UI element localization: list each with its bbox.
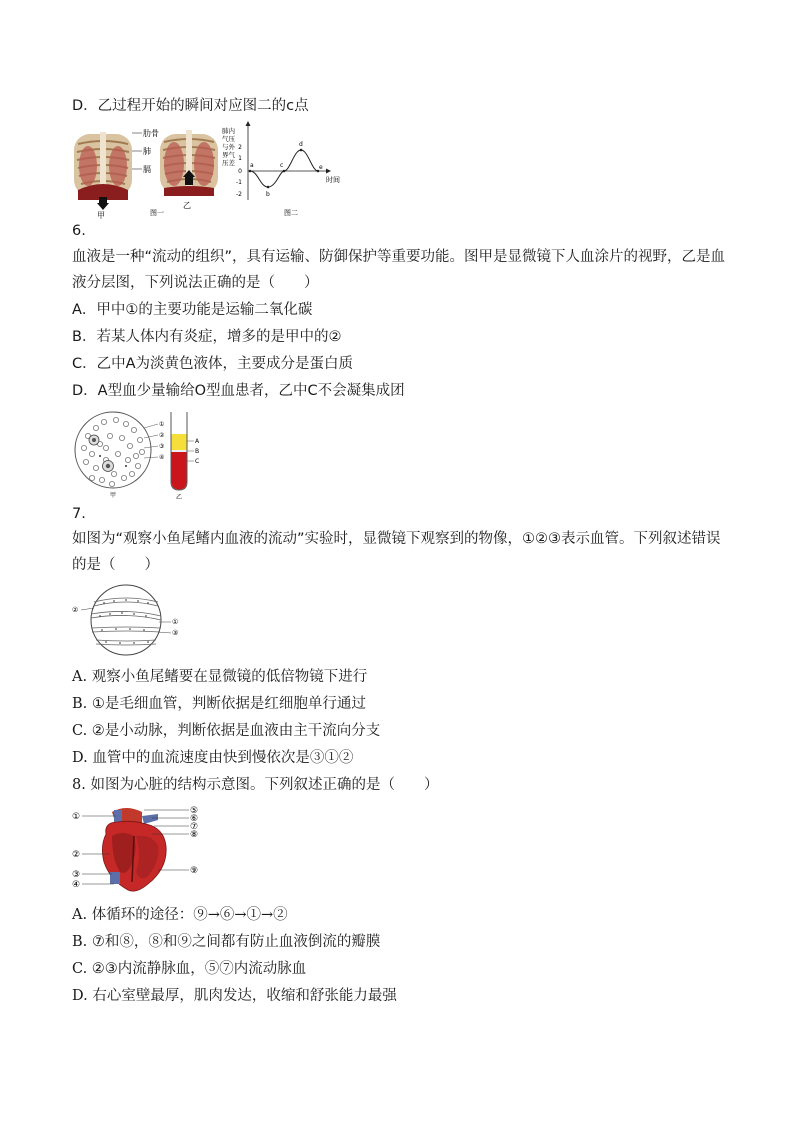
fig2-ylabel-3: 与外 (222, 143, 235, 151)
fig2-ylabel-1: 肺内 (222, 127, 235, 135)
q5-option-d: D．乙过程开始的瞬间对应图二的c点 (72, 98, 309, 114)
q6-stem-line1: 血液是一种“流动的组织”，具有运输、防御保护等重要功能。图甲是显微镜下人血涂片的视野，乙是血 (72, 249, 726, 265)
q6-option-a: A．甲中①的主要功能是运输二氧化碳 (72, 302, 313, 318)
heart-label-3: ③ (72, 870, 81, 880)
fish-label-1: ① (172, 618, 179, 626)
fig2-point-d: d (299, 141, 303, 148)
q5-figure (70, 120, 360, 220)
fig2-ytick-m1: -1 (236, 179, 242, 186)
q8-figure (72, 806, 207, 898)
heart-label-1: ① (72, 812, 81, 822)
fish-label-2: ② (72, 606, 79, 614)
fig1-label-yi: 乙 (183, 201, 191, 210)
heart-label-2: ② (72, 850, 81, 860)
q7-stem-line2: 的是（ ） (72, 557, 159, 573)
fig2-ylabel-4: 界气 (222, 151, 235, 159)
q6-number: 6. (72, 223, 86, 239)
tube-label-c: C (195, 458, 200, 465)
q7-option-b: B. ①是毛细血管，判断依据是红细胞单行通过 (72, 696, 366, 712)
ribcage-inhale-figure (160, 130, 218, 196)
fig2-ytick-1: 1 (238, 155, 242, 162)
ribcage-exhale-figure (74, 132, 132, 210)
fig1-label-jia: 甲 (97, 211, 105, 220)
q7-option-d: D. 血管中的血流速度由快到慢依次是③①② (72, 750, 354, 766)
fig2-ylabel-5: 压差 (222, 159, 235, 167)
q6-option-d: D．A型血少量输给O型血患者，乙中C不会凝集成团 (72, 383, 405, 399)
tube-label-a: A (195, 438, 200, 445)
fish-tail-microscope-figure (72, 585, 178, 655)
q7-stem-line1: 如图为“观察小鱼尾鳍内血液的流动”实验时，显微镜下观察到的物像，①②③表示血管。下列叙述错误 (72, 531, 721, 547)
q6-figure (70, 408, 210, 500)
fig2-ytick-0: 0 (238, 168, 242, 175)
heart-label-4: ④ (72, 880, 81, 890)
q7-option-c: C. ②是小动脉，判断依据是血液由主干流向分支 (72, 723, 381, 739)
fig1-caption: 图一 (150, 209, 164, 217)
q8-option-a: A. 体循环的途径：⑨→⑥→①→② (72, 907, 288, 923)
heart-label-9: ⑨ (190, 866, 199, 876)
heart-label-7: ⑦ (190, 822, 199, 832)
heart-label-8: ⑧ (190, 830, 199, 840)
heart-label-5: ⑤ (190, 806, 199, 816)
q7-figure (72, 582, 184, 662)
tube-label-b: B (195, 448, 200, 455)
q8-option-b: B. ⑦和⑧，⑧和⑨之间都有防止血液倒流的瓣膜 (72, 934, 381, 950)
smear-label-2: ② (159, 432, 165, 439)
fish-label-3: ③ (172, 629, 179, 637)
smear-label-3: ③ (159, 443, 165, 450)
q6-stem-line2: 液分层图，下列说法正确的是（ ） (72, 275, 319, 291)
fig2-point-c: c (280, 162, 284, 169)
fig2-point-e: e (319, 164, 323, 171)
fig2-caption: 图二 (284, 209, 298, 217)
fig1-label-lung: 肺 (143, 147, 151, 156)
blood-smear-figure (75, 412, 165, 499)
fig2-point-b: b (266, 191, 270, 198)
fig2-ytick-2: 2 (238, 144, 242, 151)
q6-option-b: B．若某人体内有炎症，增多的是甲中的② (72, 329, 342, 345)
fig2-xlabel: 时间 (326, 176, 340, 184)
fig2-ytick-m2: -2 (236, 191, 242, 198)
smear-caption-jia: 甲 (110, 492, 117, 499)
q7-number: 7. (72, 506, 86, 522)
fig2-point-a: a (250, 162, 254, 169)
tube-caption-yi: 乙 (176, 494, 183, 500)
pressure-graph (222, 121, 340, 217)
q6-option-c: C．乙中A为淡黄色液体，主要成分是蛋白质 (72, 356, 354, 372)
q8-stem: 8. 如图为心脏的结构示意图。下列叙述正确的是（ ） (72, 777, 439, 793)
heart-figure (72, 806, 198, 891)
heart-label-6: ⑥ (190, 814, 199, 824)
fig1-label-diaphragm: 膈 (143, 165, 151, 174)
fig1-label-rib: 肋骨 (143, 129, 159, 138)
fig2-ylabel-2: 气压 (222, 135, 235, 143)
smear-label-4: ④ (159, 454, 165, 461)
q7-option-a: A. 观察小鱼尾鳍要在显微镜的低倍物镜下进行 (72, 669, 368, 685)
smear-label-1: ① (159, 421, 165, 428)
q8-option-d: D. 右心室壁最厚，肌肉发达，收缩和舒张能力最强 (72, 988, 397, 1004)
blood-tube-figure (171, 412, 200, 500)
q8-option-c: C. ②③内流静脉血，⑤⑦内流动脉血 (72, 961, 307, 977)
